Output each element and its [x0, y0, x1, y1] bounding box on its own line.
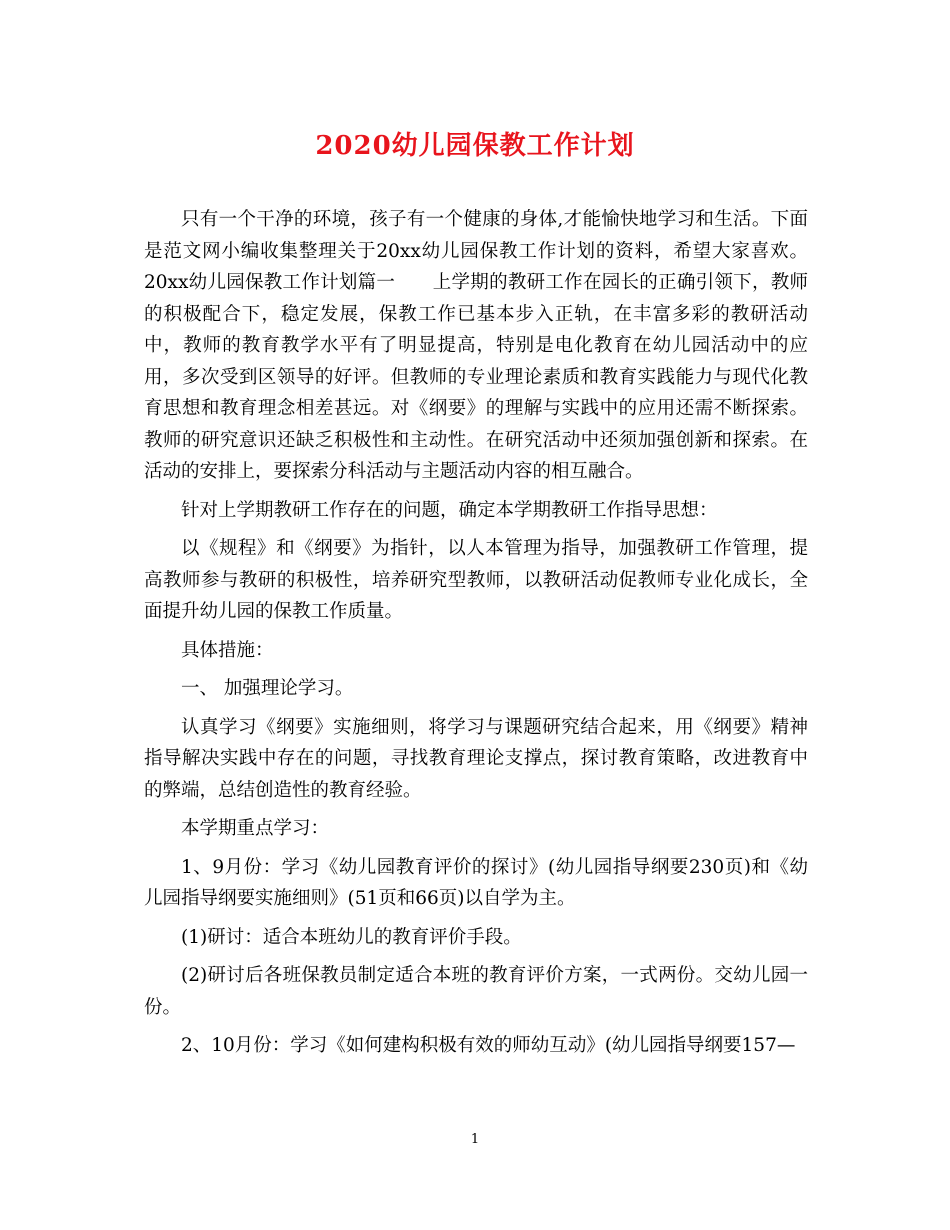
paragraph-measures-heading: 具体措施：	[181, 639, 274, 661]
paragraph-section-one: 一、 加强理论学习。	[181, 678, 354, 699]
paragraph-research-1: (1)研讨：适合本班幼儿的教育评价手段。	[181, 926, 522, 948]
document-title: 2020幼儿园保教工作计划	[315, 131, 635, 161]
paragraph-intro: 只有一个干净的环境，孩子有一个健康的身体,才能愉快地学习和生活。下面是范文网小编收集整理关于20xx幼儿园保教工作计划的资料，希望大家喜欢。20xx幼儿园保教工作计划篇一 上学期的教研工作在园长的正确引领下，教师的积极配合下，稳定发展，保教工作已基本步入正轨，在丰富多彩的教研活动中，教师的教育教学水平有了明显提高，特别是电化教育在幼儿园活动中的应用，多次受到区领导的好评。但教师的专业理论素质和教育实践能力与现代化教育思想和教育理念相差甚远。对《纲要》的理解与实践中的应用还需不断探索。教师的研究意识还缺乏积极性和主动性。在研究活动中还须加强创新和探索。在活动的安排上，要探索分科活动与主题活动内容的相互融合。	[144, 209, 808, 482]
paragraph-guiding-thought: 针对上学期教研工作存在的问题，确定本学期教研工作指导思想：	[181, 499, 718, 521]
paragraph-key-study: 本学期重点学习：	[181, 818, 330, 839]
paragraph-study-details: 认真学习《纲要》实施细则，将学习与课题研究结合起来，用《纲要》精神指导解决实践中存在的问题，寻找教育理论支撑点，探讨教育策略，改进教育中的弊端，总结创造性的教育经验。	[144, 716, 808, 801]
paragraph-october: 2、10月份：学习《如何建构积极有效的师幼互动》(幼儿园指导纲要157—	[181, 1035, 796, 1056]
paragraph-guideline: 以《规程》和《纲要》为指针，以人本管理为指导，加强教研工作管理，提高教师参与教研的积极性，培养研究型教师，以教研活动促教师专业化成长，全面提升幼儿园的保教工作质量。	[144, 538, 808, 622]
paragraph-september: 1、9月份：学习《幼儿园教育评价的探讨》(幼儿园指导纲要230页)和《幼儿园指导纲要实施细则》(51页和66页)以自学为主。	[144, 856, 808, 909]
document-body	[144, 204, 808, 1062]
paragraph-research-2: (2)研讨后各班保教员制定适合本班的教育评价方案，一式两份。交幼儿园一份。	[144, 965, 808, 1018]
page-number: 1	[470, 1132, 480, 1147]
